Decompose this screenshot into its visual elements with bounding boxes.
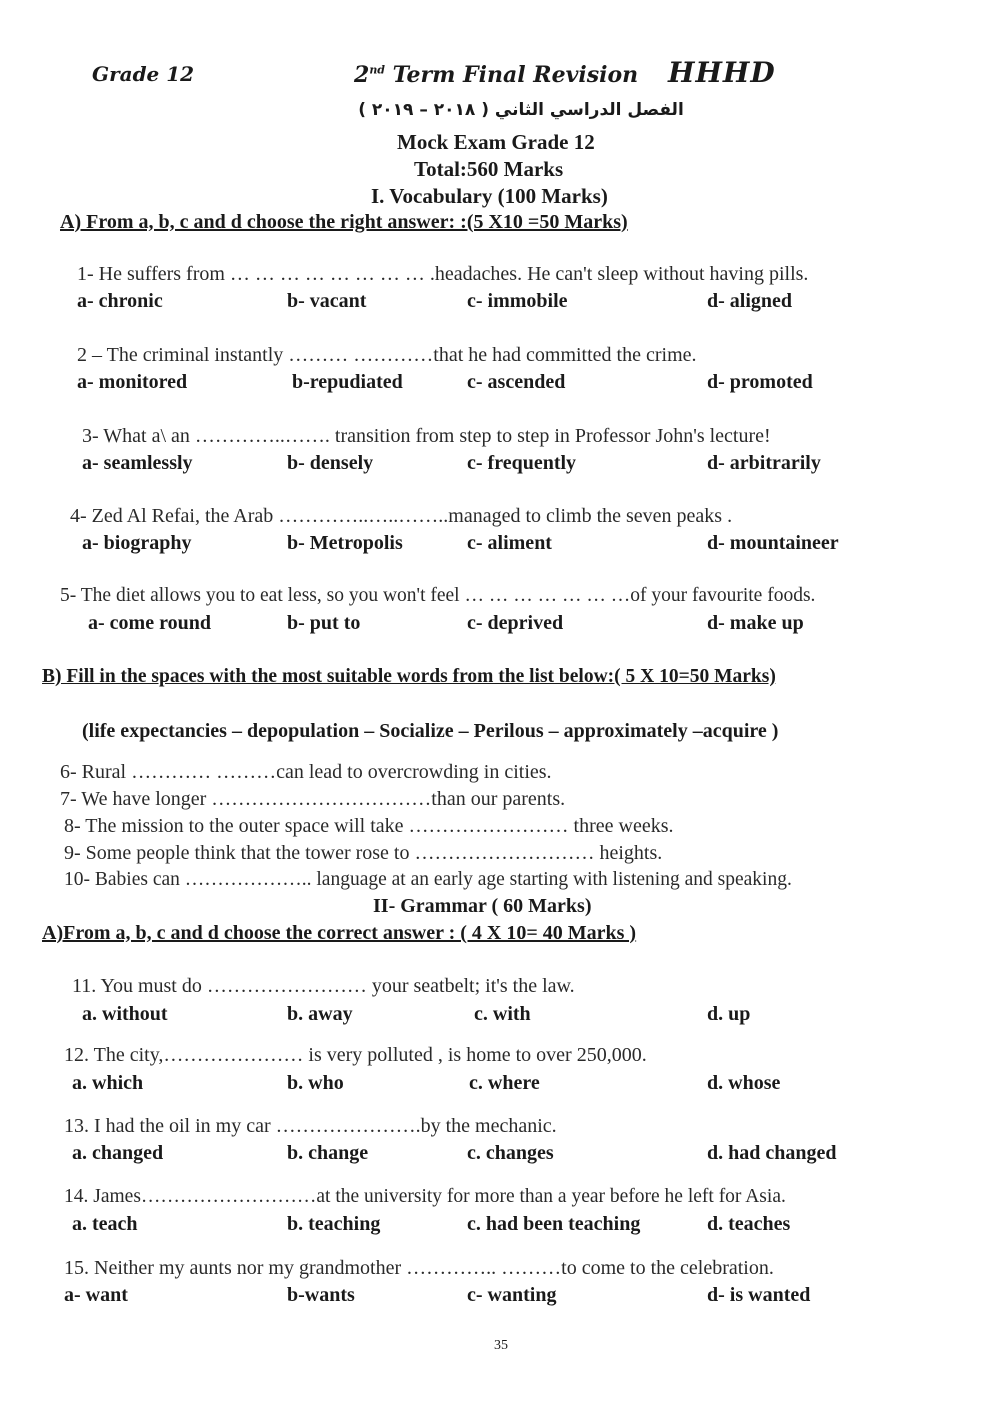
q13-option-b: b. change [287, 1142, 369, 1164]
q11-option-c: c. with [474, 1003, 531, 1025]
vocab-b-heading: B) Fill in the spaces with the most suitable words from the list below:( 5 X 10=50 Marks) [42, 666, 776, 687]
q4-option-a: a- biography [82, 532, 192, 554]
fill-item-7: 7- We have longer ……………………………than our parents. [60, 788, 566, 810]
q13-option-c: c. changes [467, 1142, 554, 1164]
q2-option-b: b-repudiated [292, 371, 403, 393]
fill-item-6: 6- Rural ………… ………can lead to overcrowding in cities. [60, 761, 552, 783]
q4-option-c: c- aliment [467, 532, 552, 554]
q3-option-d: d- arbitrarily [707, 452, 821, 474]
header-term-number: 2 [354, 62, 370, 88]
q14-option-d: d. teaches [707, 1213, 791, 1235]
q13-option-d: d. had changed [707, 1142, 837, 1164]
q12-option-c: c. where [469, 1072, 540, 1094]
vocab-a-heading: A) From a, b, c and d choose the right answer: :(5 X10 =50 Marks) [60, 211, 628, 233]
q14-option-a: a. teach [72, 1213, 138, 1235]
q15-option-a: a- want [64, 1284, 128, 1306]
q3-option-b: b- densely [287, 452, 374, 474]
fill-item-10: 10- Babies can ……………….. language at an early age starting with listening and speaking. [64, 869, 792, 890]
q12-option-d: d. whose [707, 1072, 781, 1094]
exam-total: Total:560 Marks [414, 157, 564, 181]
q11-option-b: b. away [287, 1003, 353, 1025]
q5-option-d: d- make up [707, 612, 804, 634]
question-1: 1- He suffers from … … … … … … … … .headaches. He can't sleep without having pills. [77, 263, 809, 285]
q11-option-d: d. up [707, 1003, 751, 1025]
header-logo: HHHD [668, 56, 776, 89]
q12-option-b: b. who [287, 1072, 344, 1094]
q3-option-a: a- seamlessly [82, 452, 193, 474]
q4-option-b: b- Metropolis [287, 532, 403, 554]
header-grade: Grade 12 [92, 62, 195, 86]
header-arabic-term: الفصل الدراسي الثاني ( ٢٠١٨ – ٢٠١٩ ) [358, 100, 684, 120]
q2-option-c: c- ascended [467, 371, 566, 393]
question-2: 2 – The criminal instantly ……… …………that he had committed the crime. [77, 344, 697, 366]
q1-option-a: a- chronic [77, 290, 163, 312]
q13-option-a: a. changed [72, 1142, 164, 1164]
q1-option-c: c- immobile [467, 290, 568, 312]
q2-option-a: a- monitored [77, 371, 188, 393]
q14-option-b: b. teaching [287, 1213, 381, 1235]
question-12: 12. The city,………………… is very polluted , is home to over 250,000. [64, 1044, 647, 1066]
q15-option-b: b-wants [287, 1284, 355, 1306]
question-13: 13. I had the oil in my car ………………….by the mechanic. [64, 1115, 557, 1137]
question-14: 14. James………………………at the university for more than a year before he left for Asia. [64, 1186, 786, 1207]
header-term-sup: nd [369, 63, 386, 77]
question-5: 5- The diet allows you to eat less, so you won't feel … … … … … … …of your favourite foods. [60, 585, 816, 606]
exam-title: Mock Exam Grade 12 [397, 130, 595, 154]
section-grammar-title: II- Grammar ( 60 Marks) [373, 895, 592, 917]
q3-option-c: c- frequently [467, 452, 577, 474]
word-list: (life expectancies – depopulation – Socialize – Perilous – approximately –acquire ) [82, 720, 779, 742]
page-number: 35 [494, 1338, 508, 1353]
fill-item-8: 8- The mission to the outer space will take …………………… three weeks. [64, 815, 674, 837]
q14-option-c: c. had been teaching [467, 1213, 641, 1235]
q5-option-b: b- put to [287, 612, 361, 634]
q15-option-d: d- is wanted [707, 1284, 811, 1306]
fill-item-9: 9- Some people think that the tower rose to ……………………… heights. [64, 842, 663, 864]
q5-option-a: a- come round [88, 612, 211, 634]
q11-option-a: a. without [82, 1003, 168, 1025]
q2-option-d: d- promoted [707, 371, 813, 393]
q15-option-c: c- wanting [467, 1284, 557, 1306]
header-term-text: Term Final Revision [385, 62, 639, 88]
q12-option-a: a. which [72, 1072, 144, 1094]
header-term [354, 62, 638, 88]
q5-option-c: c- deprived [467, 612, 564, 634]
question-4: 4- Zed Al Refai, the Arab …………..…..……..managed to climb the seven peaks . [70, 505, 733, 527]
q4-option-d: d- mountaineer [707, 532, 839, 554]
q1-option-b: b- vacant [287, 290, 367, 312]
section-vocabulary-title: I. Vocabulary (100 Marks) [371, 184, 608, 208]
question-3: 3- What a\ an …………..……. transition from step to step in Professor John's lecture! [82, 425, 771, 447]
question-11: 11. You must do …………………… your seatbelt; it's the law. [72, 975, 575, 997]
grammar-a-heading: A)From a, b, c and d choose the correct answer : ( 4 X 10= 40 Marks ) [42, 922, 637, 944]
question-15: 15. Neither my aunts nor my grandmother ………….. ………to come to the celebration. [64, 1257, 774, 1279]
q1-option-d: d- aligned [707, 290, 793, 312]
